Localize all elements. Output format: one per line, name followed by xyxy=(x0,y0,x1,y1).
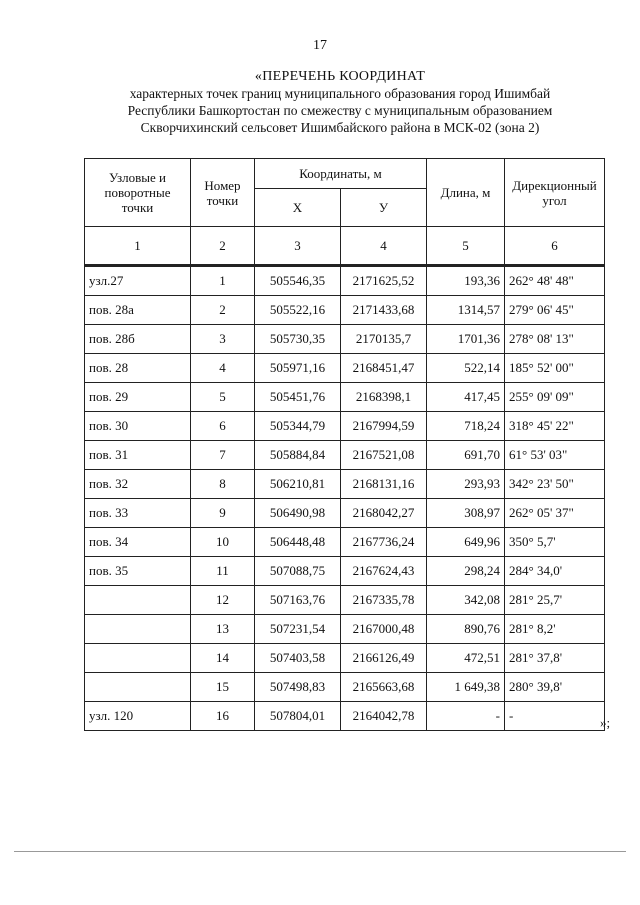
cell-y: 2168131,16 xyxy=(341,469,427,498)
cell-y: 2170135,7 xyxy=(341,324,427,353)
cell-point: пов. 34 xyxy=(85,527,191,556)
cell-number: 12 xyxy=(191,585,255,614)
cell-length: 342,08 xyxy=(427,585,505,614)
cell-point: пов. 33 xyxy=(85,498,191,527)
cell-angle: 278° 08' 13" xyxy=(505,324,605,353)
cell-angle: 342° 23' 50" xyxy=(505,469,605,498)
header-points: Узловые и поворотные точки xyxy=(85,159,191,227)
cell-x: 505344,79 xyxy=(255,411,341,440)
cell-x: 507403,58 xyxy=(255,643,341,672)
col-number: 3 xyxy=(255,227,341,265)
cell-length: 1701,36 xyxy=(427,324,505,353)
col-number: 6 xyxy=(505,227,605,265)
col-number: 2 xyxy=(191,227,255,265)
coordinates-table xyxy=(84,158,605,731)
cell-number: 10 xyxy=(191,527,255,556)
cell-angle: 262° 48' 48" xyxy=(505,266,605,295)
col-number: 4 xyxy=(341,227,427,265)
cell-point xyxy=(85,614,191,643)
cell-number: 13 xyxy=(191,614,255,643)
footer-divider xyxy=(14,851,626,852)
cell-number: 16 xyxy=(191,701,255,730)
cell-point: пов. 35 xyxy=(85,556,191,585)
cell-length: 649,96 xyxy=(427,527,505,556)
header-coords: Координаты, м xyxy=(255,159,427,189)
cell-x: 505884,84 xyxy=(255,440,341,469)
column-number-row xyxy=(85,227,605,265)
cell-length: 1 649,38 xyxy=(427,672,505,701)
cell-y: 2168042,27 xyxy=(341,498,427,527)
table-row xyxy=(85,585,605,614)
header-length: Длина, м xyxy=(427,159,505,227)
cell-number: 5 xyxy=(191,382,255,411)
cell-point: пов. 28б xyxy=(85,324,191,353)
table-row xyxy=(85,353,605,382)
cell-angle: 281° 8,2' xyxy=(505,614,605,643)
cell-number: 11 xyxy=(191,556,255,585)
cell-length: 691,70 xyxy=(427,440,505,469)
table-row xyxy=(85,527,605,556)
cell-x: 507231,54 xyxy=(255,614,341,643)
cell-y: 2167624,43 xyxy=(341,556,427,585)
cell-x: 505730,35 xyxy=(255,324,341,353)
table-row xyxy=(85,382,605,411)
cell-point xyxy=(85,643,191,672)
cell-y: 2167335,78 xyxy=(341,585,427,614)
table-row xyxy=(85,295,605,324)
cell-angle: 185° 52' 00" xyxy=(505,353,605,382)
header-x: Х xyxy=(255,189,341,227)
table-row xyxy=(85,266,605,295)
cell-y: 2171625,52 xyxy=(341,266,427,295)
table-row xyxy=(85,411,605,440)
cell-y: 2168398,1 xyxy=(341,382,427,411)
cell-y: 2171433,68 xyxy=(341,295,427,324)
col-number: 1 xyxy=(85,227,191,265)
cell-angle: 350° 5,7' xyxy=(505,527,605,556)
title-line-4: Скворчихинский сельсовет Ишимбайского района в МСК-02 (зона 2) xyxy=(140,120,540,135)
cell-length: 308,97 xyxy=(427,498,505,527)
cell-number: 4 xyxy=(191,353,255,382)
cell-length: 193,36 xyxy=(427,266,505,295)
cell-length: 522,14 xyxy=(427,353,505,382)
cell-x: 506448,48 xyxy=(255,527,341,556)
table-row xyxy=(85,672,605,701)
cell-number: 1 xyxy=(191,266,255,295)
closing-quote: »; xyxy=(600,715,611,730)
cell-number: 3 xyxy=(191,324,255,353)
cell-angle: 280° 39,8' xyxy=(505,672,605,701)
cell-angle: 255° 09' 09" xyxy=(505,382,605,411)
table-row xyxy=(85,498,605,527)
cell-length: - xyxy=(427,701,505,730)
cell-x: 505522,16 xyxy=(255,295,341,324)
table-row xyxy=(85,643,605,672)
cell-length: 293,93 xyxy=(427,469,505,498)
col-number: 5 xyxy=(427,227,505,265)
cell-number: 7 xyxy=(191,440,255,469)
cell-x: 507804,01 xyxy=(255,701,341,730)
table-row xyxy=(85,556,605,585)
cell-x: 505546,35 xyxy=(255,266,341,295)
cell-number: 8 xyxy=(191,469,255,498)
header-y: У xyxy=(341,189,427,227)
cell-point: пов. 32 xyxy=(85,469,191,498)
cell-angle: 284° 34,0' xyxy=(505,556,605,585)
cell-length: 718,24 xyxy=(427,411,505,440)
table-row xyxy=(85,324,605,353)
cell-length: 417,45 xyxy=(427,382,505,411)
cell-y: 2167000,48 xyxy=(341,614,427,643)
table-body xyxy=(85,266,605,730)
document-title xyxy=(60,68,620,136)
cell-number: 6 xyxy=(191,411,255,440)
cell-y: 2165663,68 xyxy=(341,672,427,701)
cell-x: 507498,83 xyxy=(255,672,341,701)
table-row xyxy=(85,614,605,643)
cell-point: узл.27 xyxy=(85,266,191,295)
page-number: 17 xyxy=(313,38,327,53)
cell-length: 298,24 xyxy=(427,556,505,585)
cell-length: 472,51 xyxy=(427,643,505,672)
table-row xyxy=(85,701,605,730)
cell-number: 15 xyxy=(191,672,255,701)
cell-y: 2166126,49 xyxy=(341,643,427,672)
title-main: «ПЕРЕЧЕНЬ КООРДИНАТ xyxy=(254,69,426,84)
cell-angle: - xyxy=(505,701,605,730)
cell-point xyxy=(85,672,191,701)
cell-point xyxy=(85,585,191,614)
table-row xyxy=(85,440,605,469)
cell-angle: 281° 25,7' xyxy=(505,585,605,614)
cell-x: 507163,76 xyxy=(255,585,341,614)
cell-y: 2167521,08 xyxy=(341,440,427,469)
cell-x: 506490,98 xyxy=(255,498,341,527)
cell-length: 1314,57 xyxy=(427,295,505,324)
cell-number: 9 xyxy=(191,498,255,527)
cell-point: пов. 29 xyxy=(85,382,191,411)
header-number: Номер точки xyxy=(191,159,255,227)
cell-x: 506210,81 xyxy=(255,469,341,498)
cell-angle: 281° 37,8' xyxy=(505,643,605,672)
cell-x: 507088,75 xyxy=(255,556,341,585)
cell-point: пов. 28а xyxy=(85,295,191,324)
cell-length: 890,76 xyxy=(427,614,505,643)
cell-angle: 262° 05' 37" xyxy=(505,498,605,527)
cell-angle: 279° 06' 45" xyxy=(505,295,605,324)
cell-point: узл. 120 xyxy=(85,701,191,730)
title-line-3: Республики Башкортостан по смежеству с муниципальным образованием xyxy=(127,103,553,118)
cell-angle: 61° 53' 03" xyxy=(505,440,605,469)
cell-angle: 318° 45' 22" xyxy=(505,411,605,440)
header-angle: Дирекционный угол xyxy=(505,159,605,227)
cell-y: 2167994,59 xyxy=(341,411,427,440)
cell-y: 2168451,47 xyxy=(341,353,427,382)
cell-number: 14 xyxy=(191,643,255,672)
table-row xyxy=(85,469,605,498)
cell-point: пов. 31 xyxy=(85,440,191,469)
cell-x: 505971,16 xyxy=(255,353,341,382)
cell-y: 2164042,78 xyxy=(341,701,427,730)
cell-point: пов. 30 xyxy=(85,411,191,440)
cell-x: 505451,76 xyxy=(255,382,341,411)
cell-number: 2 xyxy=(191,295,255,324)
cell-y: 2167736,24 xyxy=(341,527,427,556)
cell-point: пов. 28 xyxy=(85,353,191,382)
title-line-2: характерных точек границ муниципального образования город Ишимбай xyxy=(129,86,551,101)
